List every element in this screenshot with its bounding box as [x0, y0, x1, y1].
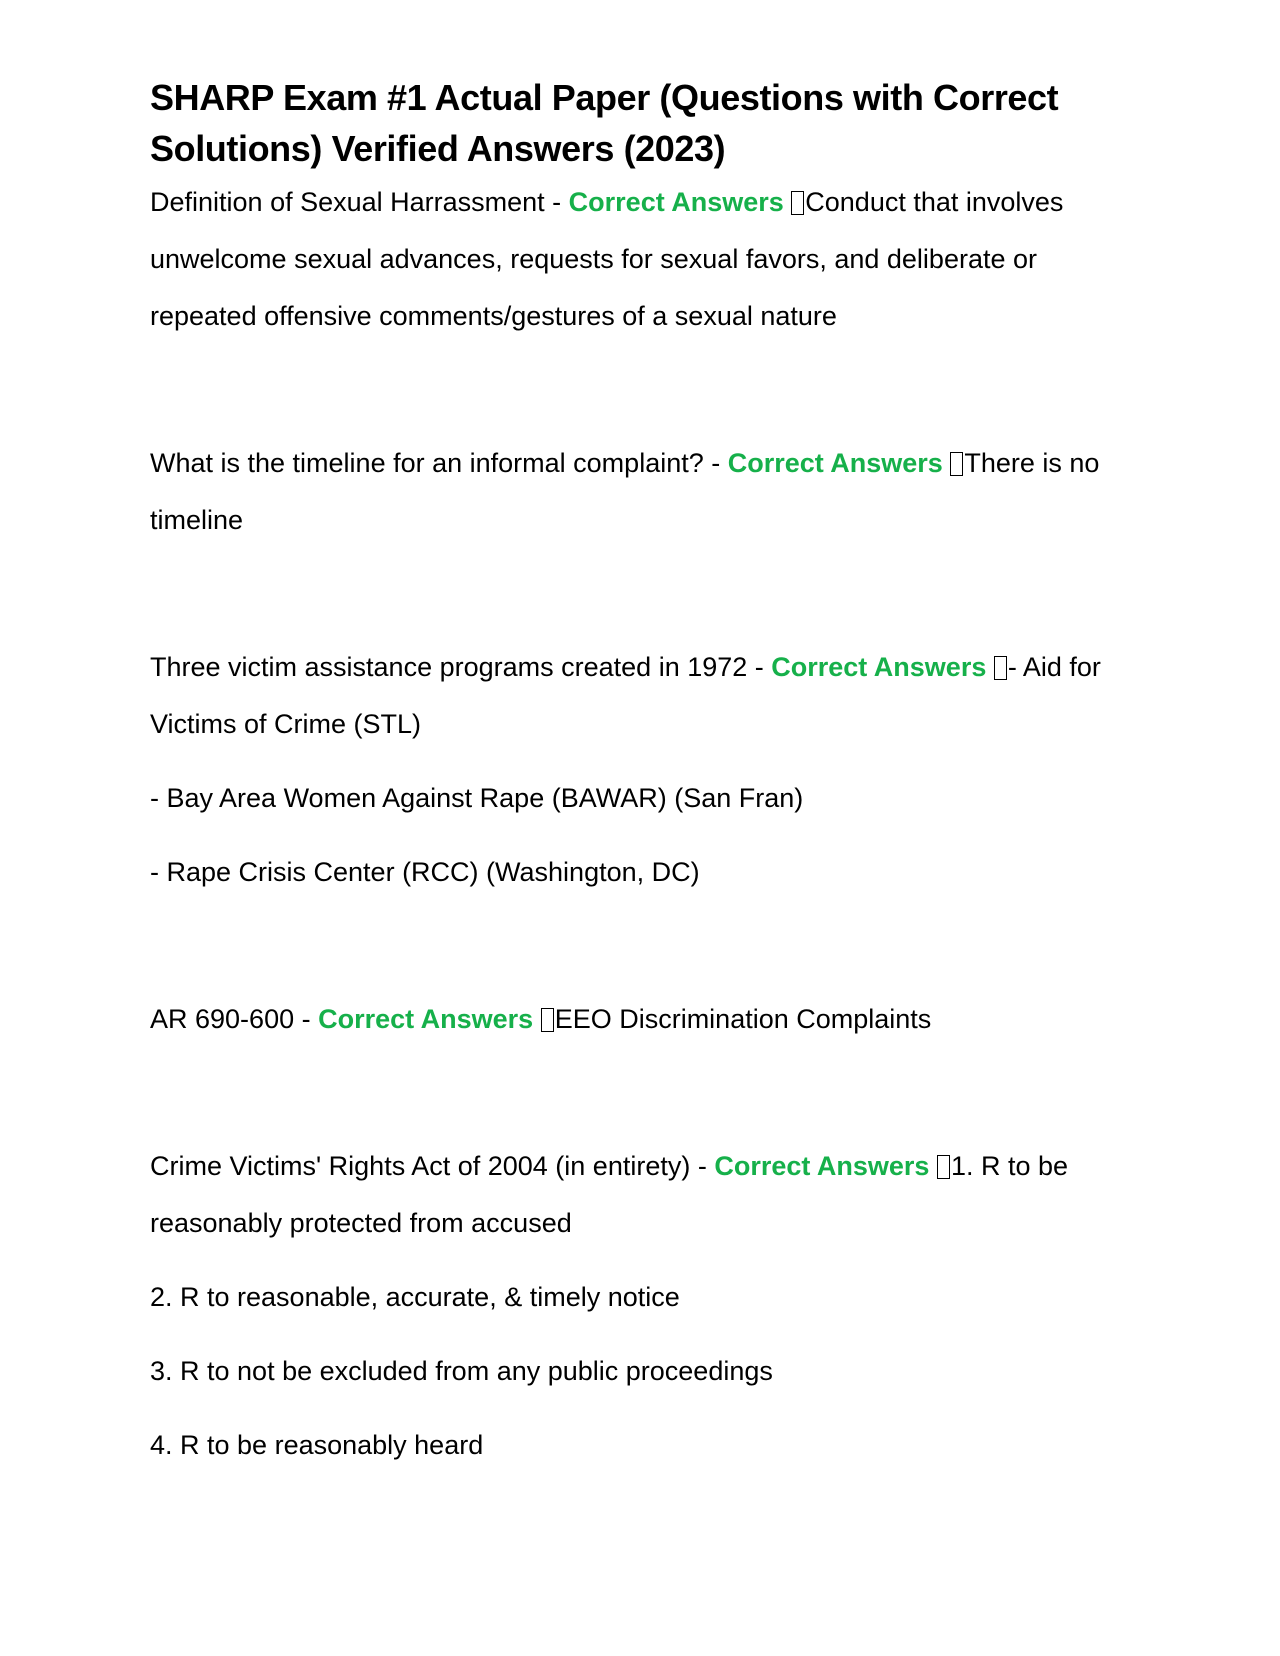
document-title: SHARP Exam #1 Actual Paper (Questions with Correct Solutions) Verified Answers (2023) [150, 77, 1059, 169]
qa-item-4 [150, 991, 1130, 1048]
missing-glyph-box-icon [994, 656, 1007, 680]
answer-label: Correct Answers [727, 448, 943, 478]
question-text: Three victim assistance programs created in 1972 - [150, 652, 772, 682]
qa-paragraph [150, 1138, 1130, 1252]
missing-glyph-box-icon [791, 191, 804, 215]
answer-line: 3. R to not be excluded from any public proceedings [150, 1356, 773, 1386]
qa-paragraph [150, 174, 1130, 345]
answer-line: - Rape Crisis Center (RCC) (Washington, DC) [150, 857, 700, 887]
qa-item-3 [150, 639, 1130, 901]
question-text: What is the timeline for an informal complaint? - [150, 448, 728, 478]
answer-text: There is no timeline [150, 448, 1100, 535]
answer-text: Conduct that involves unwelcome sexual advances, requests for sexual favors, and deliberate or repeated offensive comments/gestures of a sexual nature [150, 187, 1064, 331]
question-text: Definition of Sexual Harrassment - [150, 187, 569, 217]
qa-item-2 [150, 435, 1130, 549]
answer-label: Correct Answers [568, 187, 784, 217]
qa-paragraph [150, 639, 1130, 753]
document-page [150, 72, 1130, 1474]
missing-glyph-box-icon [937, 1155, 950, 1179]
answer-line: 4. R to be reasonably heard [150, 1430, 484, 1460]
answer-line: - Bay Area Women Against Rape (BAWAR) (San Fran) [150, 783, 804, 813]
qa-paragraph [150, 991, 1130, 1048]
answer-label: Correct Answers [771, 652, 987, 682]
qa-item-5 [150, 1138, 1130, 1474]
answer-text: - Aid for Victims of Crime (STL) [150, 652, 1101, 739]
qa-item-1 [150, 174, 1130, 345]
answer-label: Correct Answers [318, 1004, 534, 1034]
missing-glyph-box-icon [950, 452, 963, 476]
answer-line: 2. R to reasonable, accurate, & timely notice [150, 1282, 680, 1312]
answer-text: 1. R to be reasonably protected from accused [150, 1151, 1069, 1238]
question-text: AR 690-600 - [150, 1004, 319, 1034]
answer-text: EEO Discrimination Complaints [554, 1004, 932, 1034]
missing-glyph-box-icon [541, 1008, 554, 1032]
answer-label: Correct Answers [714, 1151, 930, 1181]
question-text: Crime Victims' Rights Act of 2004 (in entirety) - [150, 1151, 715, 1181]
qa-paragraph [150, 435, 1130, 549]
